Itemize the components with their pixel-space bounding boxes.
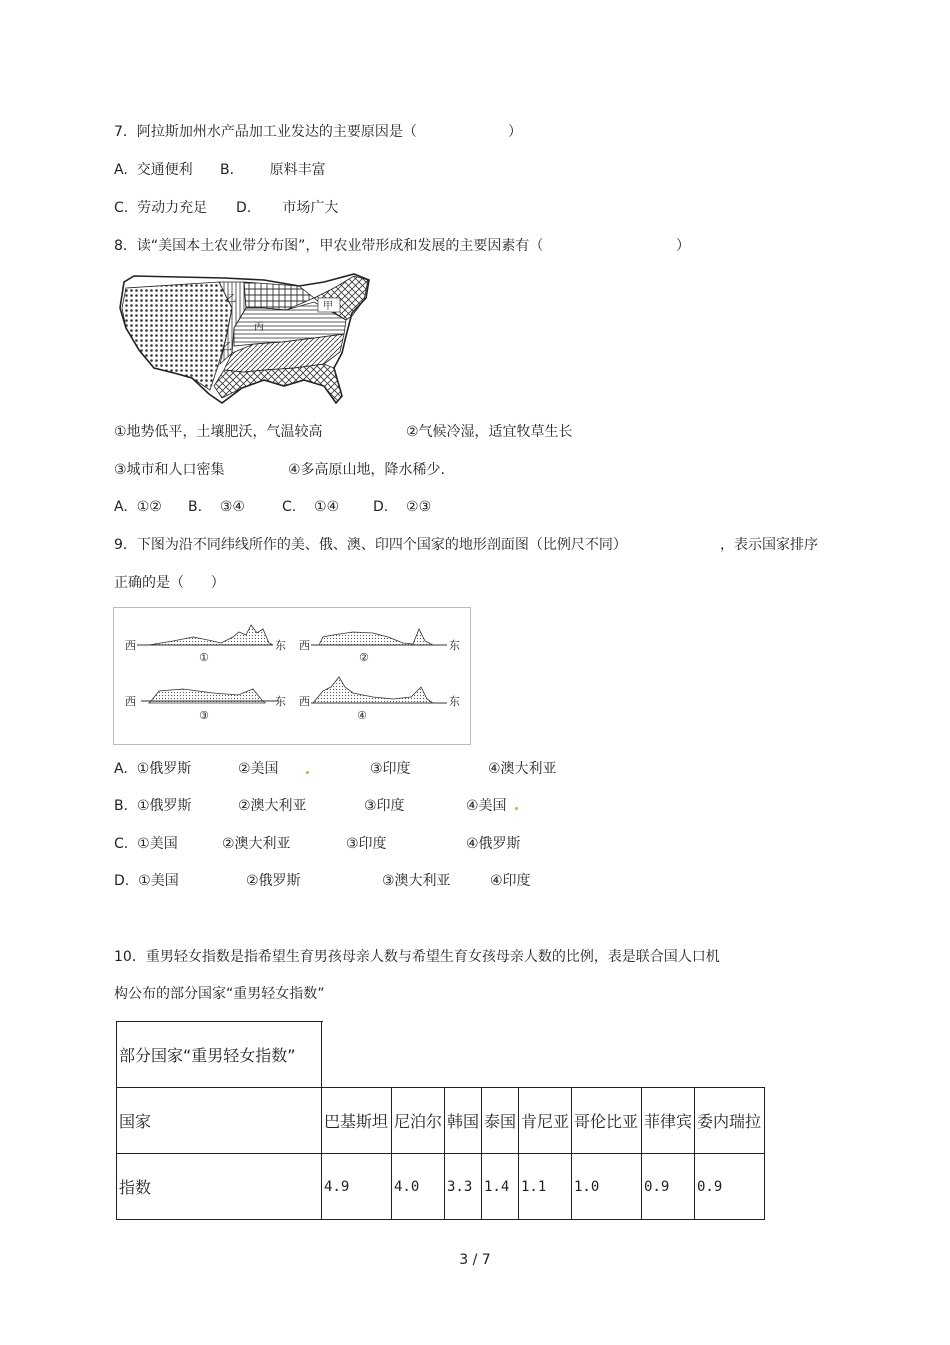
q9-option-d: D. ①美国 [114, 873, 179, 889]
q9-stem-line1: 9．下图为沿不同纬线所作的美、俄、澳、印四个国家的地形剖面图（比例尺不同） [114, 537, 627, 553]
p1-west: 西 [125, 639, 136, 652]
q10-stem-line2: 构公布的部分国家“重男轻女指数” [114, 986, 325, 1002]
q7-stem: 7．阿拉斯加州水产品加工业发达的主要原因是（ [114, 124, 417, 140]
p2-label: ② [359, 651, 369, 664]
q9-option-b-4: ④美国 [466, 798, 507, 814]
p3-east: 东 [275, 695, 286, 708]
map-label-bing: 丙 [254, 322, 264, 333]
q9-option-c: C. ①美国 [114, 836, 178, 852]
table-row [117, 1154, 765, 1220]
map-label-jia: 甲 [323, 301, 333, 312]
table-cell: 巴基斯坦 [322, 1088, 392, 1154]
p1-label: ① [199, 651, 209, 664]
q10-stem-line1: 10．重男轻女指数是指希望生育男孩母亲人数与希望生育女孩母亲人数的比例，表是联合国人口机 [114, 949, 720, 965]
q9-option-d-2: ②俄罗斯 [246, 873, 301, 889]
p2-west: 西 [299, 639, 310, 652]
table-cell: 肯尼亚 [519, 1088, 572, 1154]
q8-stem: 8．读“美国本土农业带分布图”，甲农业带形成和发展的主要因素有（ [114, 238, 544, 254]
preference-index-table [116, 1021, 765, 1220]
q9-option-a: A. ①俄罗斯 [114, 761, 192, 777]
terrain-profiles-figure [113, 607, 471, 745]
q9-option-b-2: ②澳大利亚 [238, 798, 307, 814]
table-row-label-index: 指数 [117, 1154, 322, 1220]
q9-option-a-2: ②美国 [238, 761, 279, 777]
q9-option-c-3: ③印度 [346, 836, 387, 852]
q9-option-c-4: ④俄罗斯 [466, 836, 521, 852]
q9-option-c-2: ②澳大利亚 [222, 836, 291, 852]
p2-east: 东 [449, 639, 460, 652]
q8-option-b: B. ③④ [188, 499, 245, 515]
q7-option-b: B. 原料丰富 [220, 162, 326, 178]
decorative-dot [306, 771, 309, 774]
table-cell: 1.0 [572, 1154, 642, 1220]
table-cell: 3.3 [445, 1154, 482, 1220]
table-cell: 1.1 [519, 1154, 572, 1220]
table-cell: 哥伦比亚 [572, 1088, 642, 1154]
q8-option-d: D. ②③ [373, 499, 432, 515]
q8-statement-2: ②气候冷湿，适宜牧草生长 [406, 424, 573, 440]
q9-option-b-3: ③印度 [364, 798, 405, 814]
map-label-yi-north: 乙 [226, 294, 236, 305]
us-agriculture-map [114, 268, 379, 410]
table-cell: 菲律宾 [642, 1088, 695, 1154]
q8-option-a: A. ①② [114, 499, 162, 515]
q7-option-a: A. 交通便利 [114, 162, 193, 178]
q8-option-c: C. ①④ [282, 499, 340, 515]
table-row [117, 1088, 765, 1154]
q9-stem-line2: 正确的是（ ） [114, 575, 225, 591]
q9-option-a-4: ④澳大利亚 [488, 761, 557, 777]
table-title-spacer [322, 1022, 765, 1088]
table-cell: 泰国 [482, 1088, 519, 1154]
q9-option-b: B. ①俄罗斯 [114, 798, 192, 814]
page-number: 3 / 7 [459, 1252, 491, 1268]
p4-west: 西 [299, 695, 310, 708]
table-cell: 1.4 [482, 1154, 519, 1220]
table-cell: 0.9 [642, 1154, 695, 1220]
table-cell: 韩国 [445, 1088, 482, 1154]
map-label-yi-south: 乙 [222, 342, 232, 353]
p4-east: 东 [449, 695, 460, 708]
q8-statement-3: ③城市和人口密集 [114, 462, 225, 478]
q7-option-c: C. 劳动力充足 [114, 200, 208, 216]
q9-option-d-3: ③澳大利亚 [382, 873, 451, 889]
table-cell: 尼泊尔 [392, 1088, 445, 1154]
table-cell: 4.9 [322, 1154, 392, 1220]
q9-option-a-3: ③印度 [370, 761, 411, 777]
decorative-dot [515, 807, 518, 810]
q8-statement-4: ④多高原山地，降水稀少. [288, 462, 446, 478]
q9-stem-line1-tail: ，表示国家排序 [720, 537, 818, 553]
q8-statement-1: ①地势低平，土壤肥沃，气温较高 [114, 424, 323, 440]
q9-option-d-4: ④印度 [490, 873, 531, 889]
table-cell: 0.9 [695, 1154, 765, 1220]
table-title: 部分国家“重男轻女指数” [117, 1022, 322, 1088]
p3-west: 西 [125, 695, 136, 708]
p4-label: ④ [357, 709, 367, 722]
p1-east: 东 [275, 639, 286, 652]
q8-close: ） [676, 238, 690, 254]
p3-label: ③ [199, 709, 209, 722]
table-row-label-country: 国家 [117, 1088, 322, 1154]
q7-close: ） [508, 124, 522, 140]
table-cell: 委内瑞拉 [695, 1088, 765, 1154]
table-cell: 4.0 [392, 1154, 445, 1220]
q7-option-d: D. 市场广大 [236, 200, 339, 216]
